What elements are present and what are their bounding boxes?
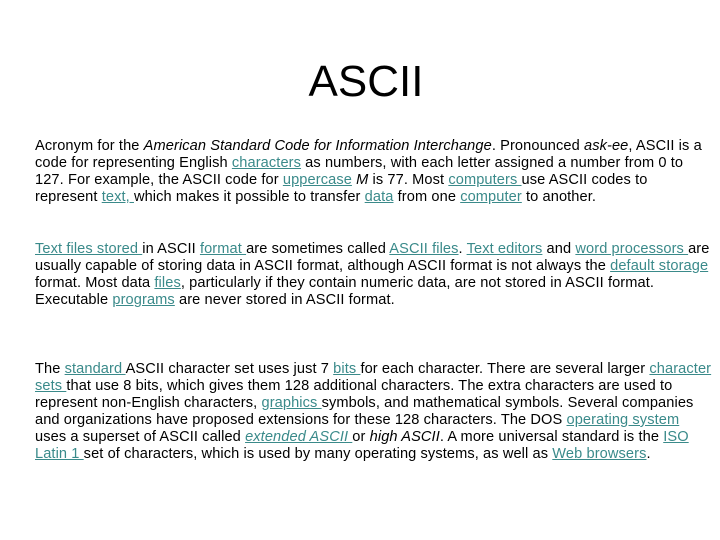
italic-term: high ASCII xyxy=(369,429,440,445)
hyperlink-character-sets[interactable]: character sets xyxy=(35,361,712,394)
paragraph-character-sets xyxy=(35,361,713,463)
hyperlink-format[interactable]: format xyxy=(199,241,247,257)
hyperlink-data[interactable]: data xyxy=(364,189,394,205)
hyperlink-text-editors[interactable]: Text editors xyxy=(466,241,543,257)
paragraph-text-files xyxy=(35,241,713,309)
hyperlink-uppercase[interactable]: uppercase xyxy=(282,172,352,188)
italic-term: M xyxy=(356,172,369,188)
body-text: . xyxy=(646,446,651,462)
paragraph-definition xyxy=(35,138,713,206)
hyperlink-extended-ascii[interactable]: extended ASCII xyxy=(245,429,353,445)
hyperlink-ascii-files[interactable]: ASCII files xyxy=(389,241,459,257)
body-text: set of characters, which is used by many operating systems, as well as xyxy=(83,446,553,462)
body-text: which makes it possible to transfer xyxy=(133,189,365,205)
body-text: are never stored in ASCII format. xyxy=(174,292,395,308)
hyperlink-computer[interactable]: computer xyxy=(460,189,522,205)
italic-term: ask-ee xyxy=(584,138,629,154)
body-text: . xyxy=(458,241,467,257)
page-title: ASCII xyxy=(308,57,424,106)
hyperlink-programs[interactable]: programs xyxy=(112,292,175,308)
hyperlink-word-processors[interactable]: word processors xyxy=(575,241,689,257)
italic-term: American Standard Code for Information Interchange xyxy=(143,138,492,154)
hyperlink-text[interactable]: text, xyxy=(101,189,134,205)
hyperlink-operating-system[interactable]: operating system xyxy=(566,412,680,428)
body-text: ASCII character set uses just 7 xyxy=(125,361,334,377)
body-text: that use 8 bits, which gives them 128 additional characters. The extra characters are used to represent non-English characters, xyxy=(35,378,673,411)
hyperlink-iso-latin-1[interactable]: ISO Latin 1 xyxy=(35,429,689,462)
body-text: are sometimes called xyxy=(246,241,390,257)
body-text: The xyxy=(35,361,65,377)
hyperlink-characters[interactable]: characters xyxy=(231,155,302,171)
body-text: , ASCII is a code for representing English xyxy=(35,138,702,171)
body-text: . A more universal standard is the xyxy=(439,429,664,445)
body-text: in ASCII xyxy=(142,241,200,257)
hyperlink-standard[interactable]: standard xyxy=(64,361,126,377)
hyperlink-web-browsers[interactable]: Web browsers xyxy=(552,446,647,462)
body-text: as numbers, with each letter assigned a number from 0 to 127. For example, the ASCII code for xyxy=(35,155,684,188)
hyperlink-default-storage[interactable]: default storage xyxy=(610,258,709,274)
body-text: Acronym for the xyxy=(35,138,144,154)
body-text: , particularly if they contain numeric data, are not stored in ASCII format. Executable xyxy=(35,275,655,308)
body-text: are usually capable of storing data in ASCII format, although ASCII format is not always the xyxy=(35,241,710,274)
body-text: uses a superset of ASCII called xyxy=(35,429,246,445)
body-text: . Pronounced xyxy=(491,138,584,154)
body-text: and xyxy=(542,241,576,257)
body-text: is 77. Most xyxy=(368,172,449,188)
body-text: for each character. There are several larger xyxy=(360,361,650,377)
body-text: format. Most data xyxy=(35,275,155,291)
body-text: to another. xyxy=(521,189,597,205)
body-text: or xyxy=(352,429,370,445)
hyperlink-bits[interactable]: bits xyxy=(333,361,361,377)
hyperlink-text-files-stored[interactable]: Text files stored xyxy=(35,241,143,257)
body-text: use ASCII codes to represent xyxy=(35,172,648,205)
hyperlink-files[interactable]: files xyxy=(154,275,181,291)
body-text: from one xyxy=(393,189,461,205)
body-text: symbols, and mathematical symbols. Several companies and organizations have proposed extensions for these 128 characters. The DOS xyxy=(35,395,694,428)
hyperlink-graphics[interactable]: graphics xyxy=(261,395,322,411)
hyperlink-computers[interactable]: computers xyxy=(448,172,522,188)
